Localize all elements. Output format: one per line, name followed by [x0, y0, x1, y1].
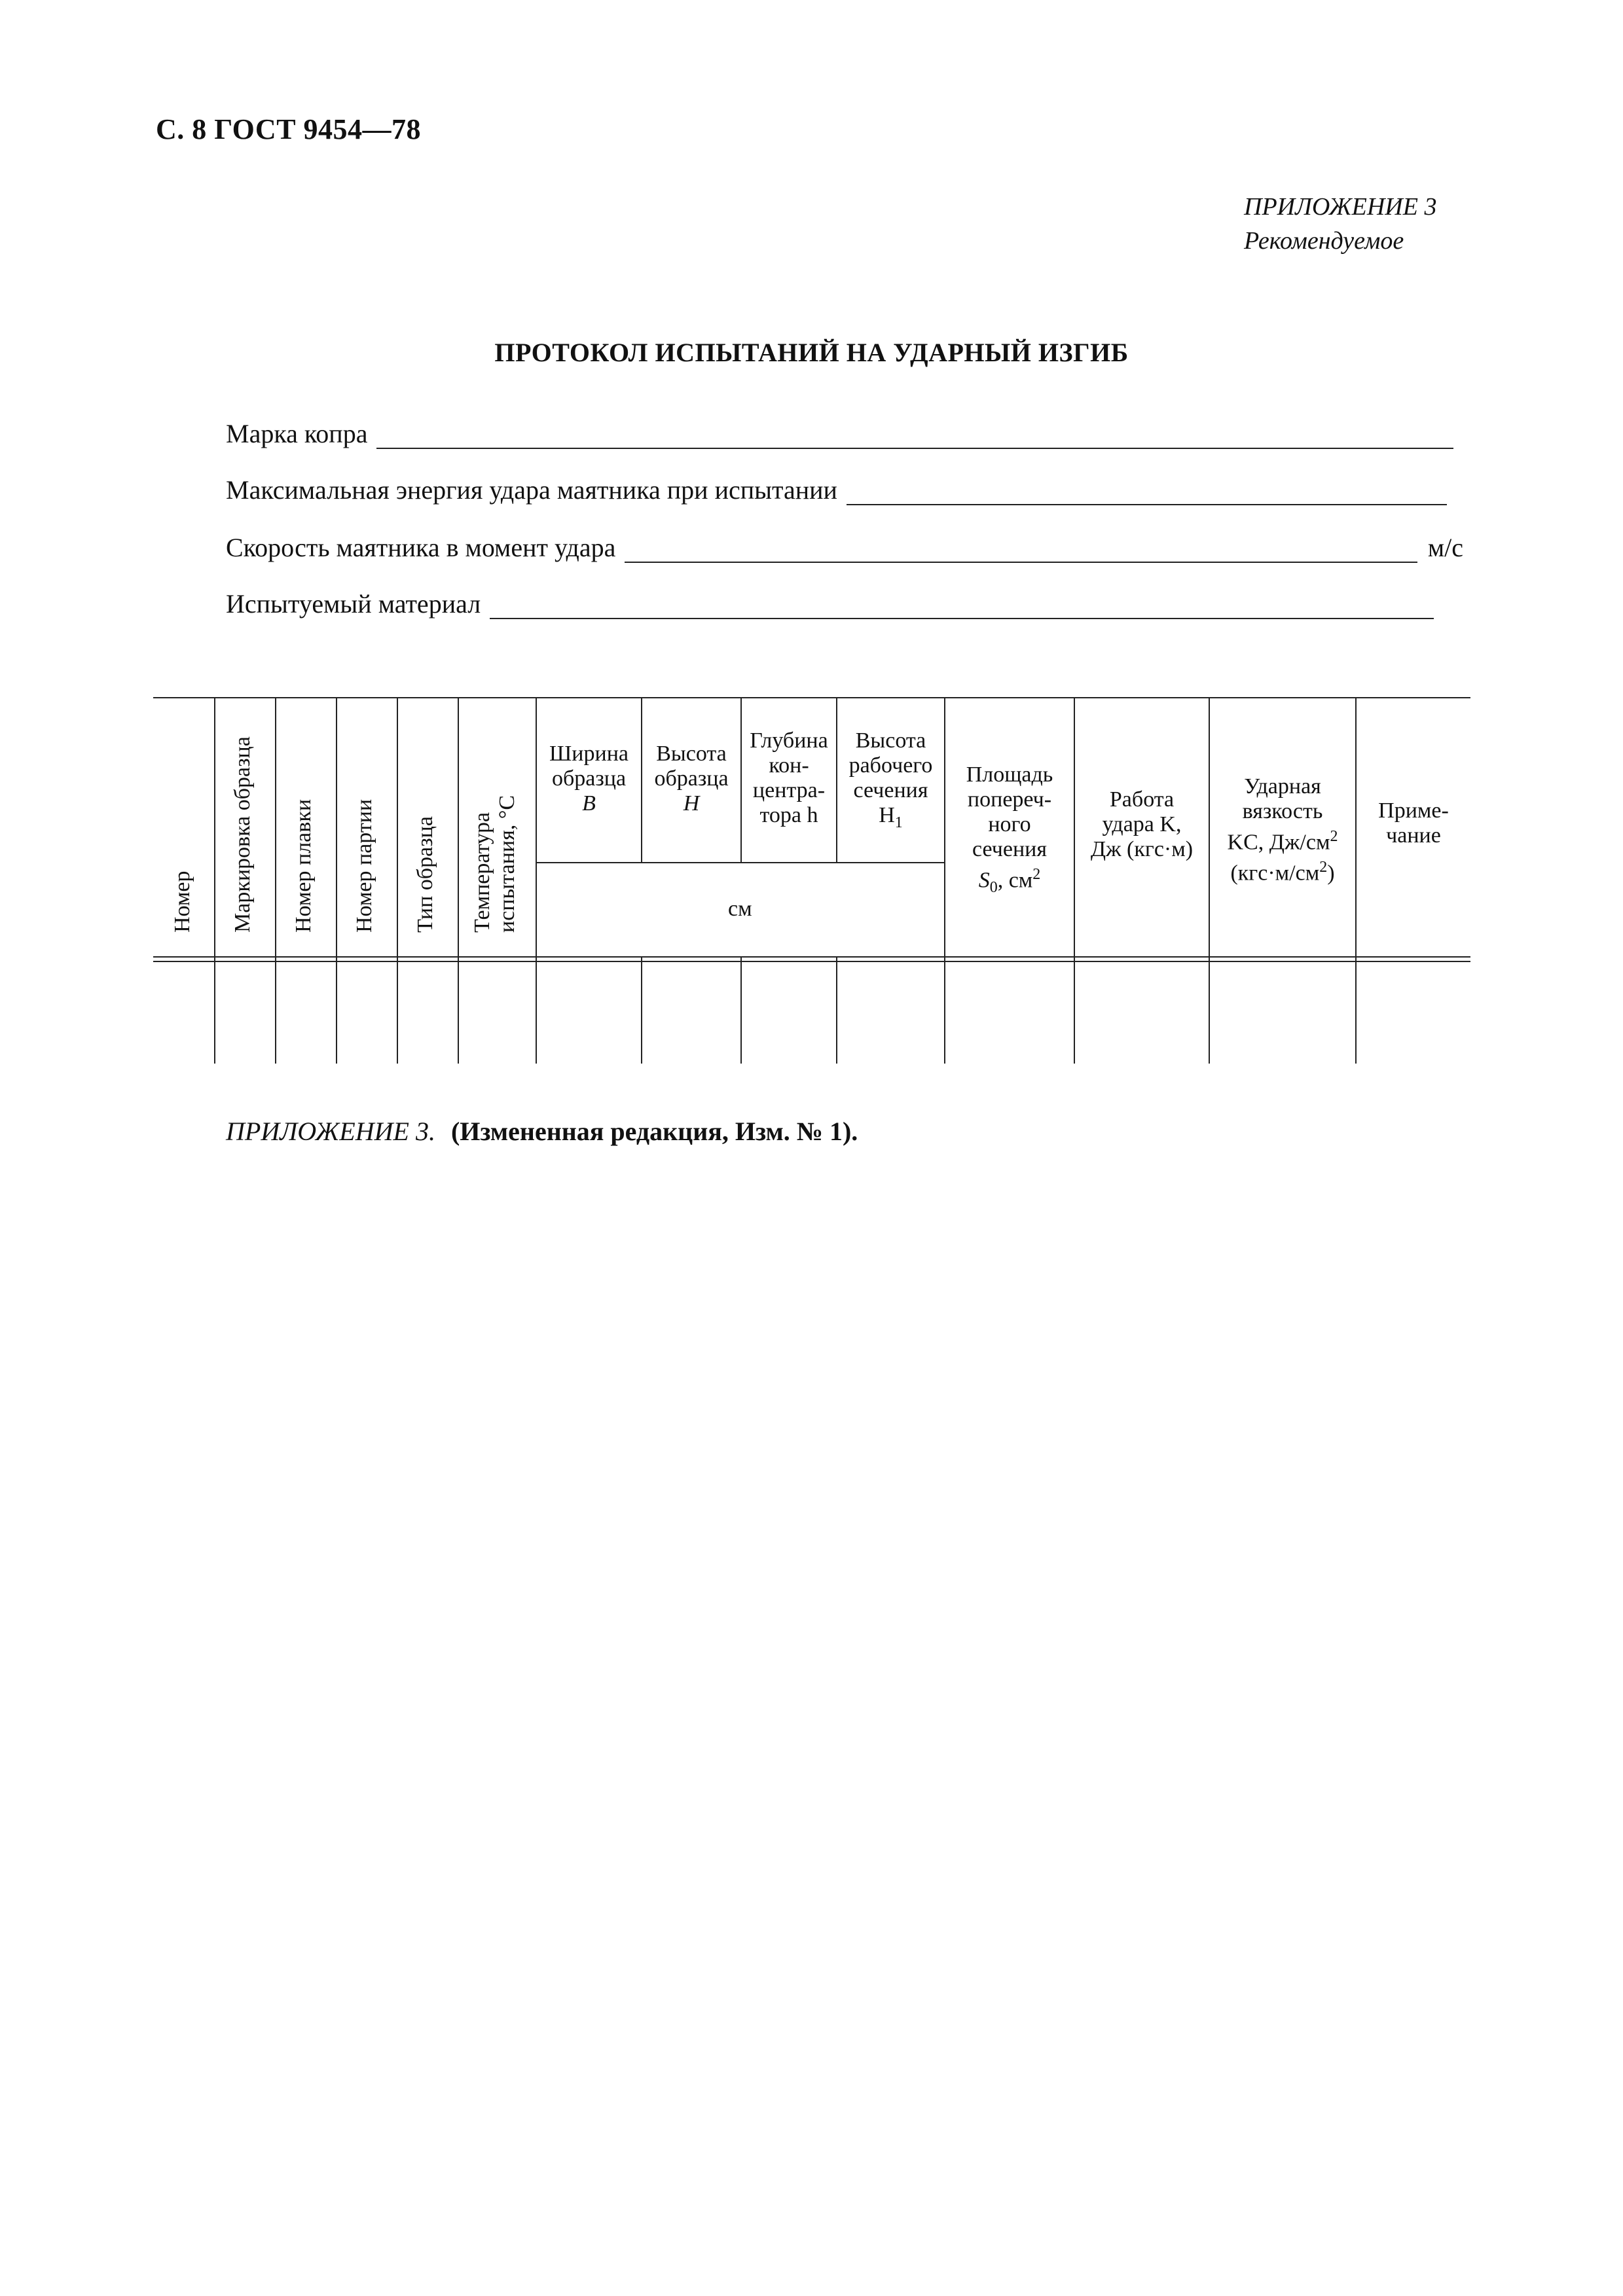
header-depth-line: кон- [769, 753, 809, 778]
header-work-height-line: Высота [855, 728, 926, 753]
header-height-line: образца [654, 766, 729, 791]
header-work-height-symbol [837, 803, 944, 835]
field-energy-line[interactable] [847, 479, 1447, 505]
field-material-label: Испытуемый материал [226, 589, 481, 619]
header-toughness-unit-alt [1210, 855, 1355, 886]
appendix-status: Рекомендуемое [1244, 227, 1404, 255]
header-height-symbol: H [683, 791, 700, 816]
table-row[interactable] [153, 962, 1470, 1064]
header-work [1075, 787, 1209, 862]
field-speed-unit: м/с [1427, 533, 1463, 562]
field-material-line[interactable] [490, 593, 1434, 619]
header-subdivider [536, 862, 944, 863]
header-bottom-rule-1 [153, 956, 1470, 958]
header-melt: Номер плавки [291, 798, 316, 933]
header-temperature-line1: Температура [470, 812, 494, 933]
header-width-line: образца [551, 766, 627, 791]
footnote [226, 1116, 858, 1147]
document-title: ПРОТОКОЛ ИСПЫТАНИЙ НА УДАРНЫЙ ИЗГИБ [494, 338, 1129, 367]
header-area-line: ного [988, 812, 1031, 836]
header-work-height-line: рабочего [848, 753, 933, 778]
dimension-unit-label: см [728, 897, 752, 921]
header-work-height-subscript: 1 [894, 814, 903, 831]
field-energy [226, 469, 1447, 505]
header-depth-line: Глубина [750, 728, 828, 753]
header-area [945, 762, 1074, 900]
footnote-appendix: ПРИЛОЖЕНИЕ 3. [226, 1117, 435, 1146]
header-work-height-line: сечения [853, 778, 928, 802]
header-toughness-alt-close: ) [1327, 861, 1335, 886]
header-toughness-unit-text: KC, Дж/см [1227, 830, 1330, 855]
appendix-label: ПРИЛОЖЕНИЕ 3 [1244, 193, 1437, 221]
header-work-line: удара K, [1102, 812, 1182, 836]
header-note-line: чание [1386, 823, 1441, 848]
header-type: Тип образца [413, 816, 437, 933]
header-toughness-unit [1210, 824, 1355, 855]
header-note [1357, 798, 1470, 848]
field-speed-line[interactable] [625, 537, 1417, 563]
header-depth [742, 728, 836, 828]
header-height [642, 742, 740, 816]
header-work-height [837, 728, 944, 835]
field-kopra-label: Марка копра [226, 419, 368, 448]
field-energy-label: Максимальная энергия удара маятника при испытании [226, 475, 837, 505]
appendix-block [1244, 190, 1436, 258]
field-kopra [226, 412, 1453, 449]
header-temperature-line2: испытания, °С [495, 795, 519, 933]
header-work-line: Дж (кгс·м) [1090, 837, 1194, 861]
protocol-table [153, 697, 1470, 1064]
header-toughness [1210, 774, 1355, 886]
field-speed [226, 526, 1463, 563]
footnote-revision: (Измененная редакция, Изм. № 1). [450, 1117, 858, 1146]
page-header: С. 8 ГОСТ 9454—78 [156, 113, 422, 145]
header-area-symbol [945, 862, 1074, 900]
header-toughness-alt-superscript: 2 [1319, 859, 1328, 876]
header-work-line: Работа [1109, 787, 1175, 812]
header-area-unit: , см [997, 868, 1033, 893]
header-toughness-alt-text: (кгс·м/см [1230, 861, 1320, 886]
header-marking: Маркировка образца [230, 736, 255, 933]
header-batch: Номер партии [352, 798, 376, 933]
header-area-subscript: 0 [989, 879, 998, 897]
table-top-border [153, 697, 1470, 698]
header-height-line: Высота [656, 742, 727, 766]
header-width-symbol: B [582, 791, 596, 816]
header-note-line: Приме- [1378, 798, 1449, 823]
header-number: Номер [170, 870, 194, 933]
header-area-superscript: 2 [1032, 866, 1041, 883]
header-toughness-line: вязкость [1242, 799, 1323, 823]
field-kopra-line[interactable] [376, 423, 1453, 449]
header-depth-line: тора h [759, 803, 818, 827]
header-depth-line: центра- [752, 778, 826, 802]
header-width-line: Ширина [549, 742, 629, 766]
header-area-line: сечения [972, 837, 1047, 861]
header-temperature [470, 795, 520, 933]
header-area-letter: S [978, 868, 990, 893]
header-toughness-superscript: 2 [1330, 828, 1338, 845]
field-speed-label: Скорость маятника в момент удара [226, 533, 616, 562]
header-toughness-line: Ударная [1244, 774, 1321, 798]
header-work-height-letter: H [879, 803, 895, 827]
header-area-line: Площадь [966, 762, 1053, 787]
field-material [226, 583, 1434, 619]
header-area-line: попереч- [967, 787, 1052, 812]
header-width [537, 742, 641, 816]
